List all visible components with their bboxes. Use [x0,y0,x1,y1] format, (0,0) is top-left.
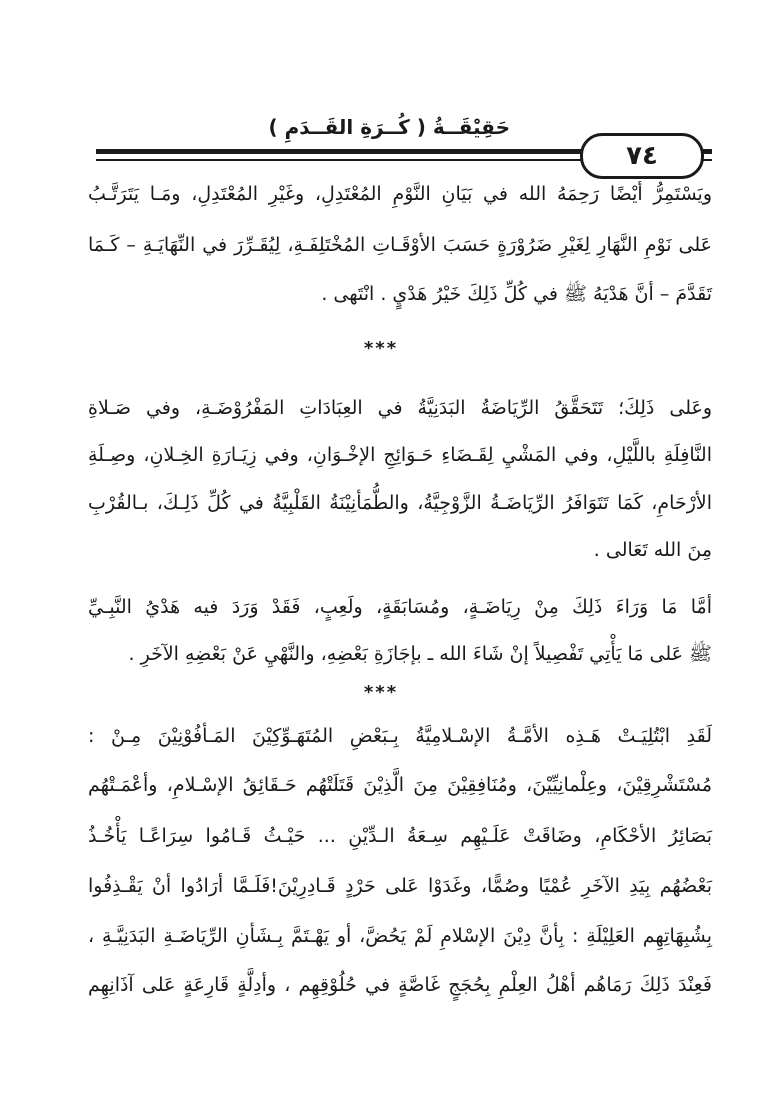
paragraph-4-line-1: لَقَدِ ابْتُلِيَـتْ هَـذِه الأمَّـةُ الإسْـلامِيَّةُ بِـبَعْضِ المُتَهَـوِّكِيْنَ المَـأفُوْنِيْنَ مِـنْ : [88,725,712,747]
paragraph-2-line-4: مِنَ الله تَعَالى . [593,539,712,561]
paragraph-2-line-3: الأرْحَامِ، كَمَا تَتَوَافَرُ الرِّيَاضَـةُ الزَّوْجِيَّةُ، والطُّمَأنِيْنَةُ القَلْبِيَّةُ في كُلِّ ذَلِـكَ، بـالقُرْبِ [88,492,712,514]
page-number: ٧٤ [626,141,658,171]
paragraph-2-line-2: النَّافِلَةِ باللَّيْلِ، وفي المَشْيِ لِقَـضَاءِ حَـوَائِجِ الإخْـوَانِ، وفي زِيَـارَةِ الخِـلانِ، وصِـلَةِ [88,444,712,466]
page-number-badge [580,133,704,179]
paragraph-1-line-2: عَلى نَوْمِ النَّهَارِ لِغَيْرِ ضَرُوْرَةٍ حَسَبَ الأوْقَـاتِ المُخْتَلِفَـةِ، لِيُقَـرِّرَ في النِّهَايَـةِ – كَـمَا [88,234,712,256]
running-header-title: حَقِيْقَــةُ ( كُــرَةِ القَــدَمِ ) [268,115,510,139]
header-rule-thick [96,149,592,154]
paragraph-4-line-6: فَعِنْدَ ذَلِكَ رَمَاهُم أهْلُ العِلْمِ بِحُجَجٍ غَاصَّةٍ في حُلُوْقِهِم ، وأدِلَّةٍ قَارِعَةٍ عَلى آذَانِهِم [88,974,712,996]
paragraph-4-line-3: بَصَائِرُ الأحْكَامِ، وضَاقَتْ عَلَـيْهِم سِـعَةُ الـدِّيْنِ ... حَيْـثُ قَـامُوا سِرَاعًـا يَأْخُـذُ [88,825,712,847]
paragraph-1-line-3: تَقَدَّمَ – أنَّ هَدْيَهُ ﷺ في كُلِّ ذَلِكَ خَيْرُ هَدْيٍ . انْتَهى . [321,283,712,305]
section-separator-1: *** [363,338,399,359]
paragraph-3-line-1: أمَّا مَا وَرَاءَ ذَلِكَ مِنْ رِيَاضَـةٍ، ومُسَابَقَةٍ، ولَعِبٍ، فَقَدْ وَرَدَ فيه هَدْيُ النَّبِـيِّ [88,596,712,618]
header-rule-thin [96,159,592,161]
paragraph-1-line-1: ويَسْتَمِرُّ أيْضًا رَحِمَهُ الله في بَيَانِ النَّوْمِ المُعْتَدِلِ، وغَيْرِ المُعْتَدِلِ، ومَـا يَتَرَتَّـبُ [88,183,712,205]
paragraph-4-line-2: مُسْتَشْرِقِيْنَ، وعِلْمانِيِّيْنَ، ومُنَافِقِيْنَ مِنَ الَّذِيْنَ قَتَلَتْهُم حَـقَائِقُ الإسْـلامِ، وأعْمَـتْهُم [88,774,712,796]
paragraph-3-line-2: ﷺ عَلى مَا يَأْتِي تَفْصِيلاً إنْ شَاءَ الله ـ بإجَازَةِ بَعْضِهِ، والنَّهْيِ عَنْ بَعْضِهِ الآخَرِ . [128,643,712,665]
paragraph-4-line-5: بِشُبِهَاتِهِم العَلِيْلَةِ : بِأنَّ دِيْنَ الإسْلامِ لَمْ يَحُضَّ، أو يَهْـتَمَّ بِـشَأنِ الرِّيَاضَـةِ البَدَنِيَّـةِ ، [88,925,712,947]
paragraph-4-line-4: بَعْضُهُم بِيَدِ الآخَرِ عُمْيًا وصُمًّا، وغَدَوْا عَلى حَرْدٍ قَـادِرِيْنَ!فَلَـمَّا أرَادُوا أنْ يَقْـذِفُوا [88,875,712,897]
paragraph-2-line-1: وعَلى ذَلِكَ؛ تَتَحَقَّقُ الرِّيَاضَةُ البَدَنِيَّةُ في العِبَادَاتِ المَفْرُوْضَـةِ، وفي صَـلاةِ [88,397,712,419]
section-separator-2: *** [363,682,399,703]
